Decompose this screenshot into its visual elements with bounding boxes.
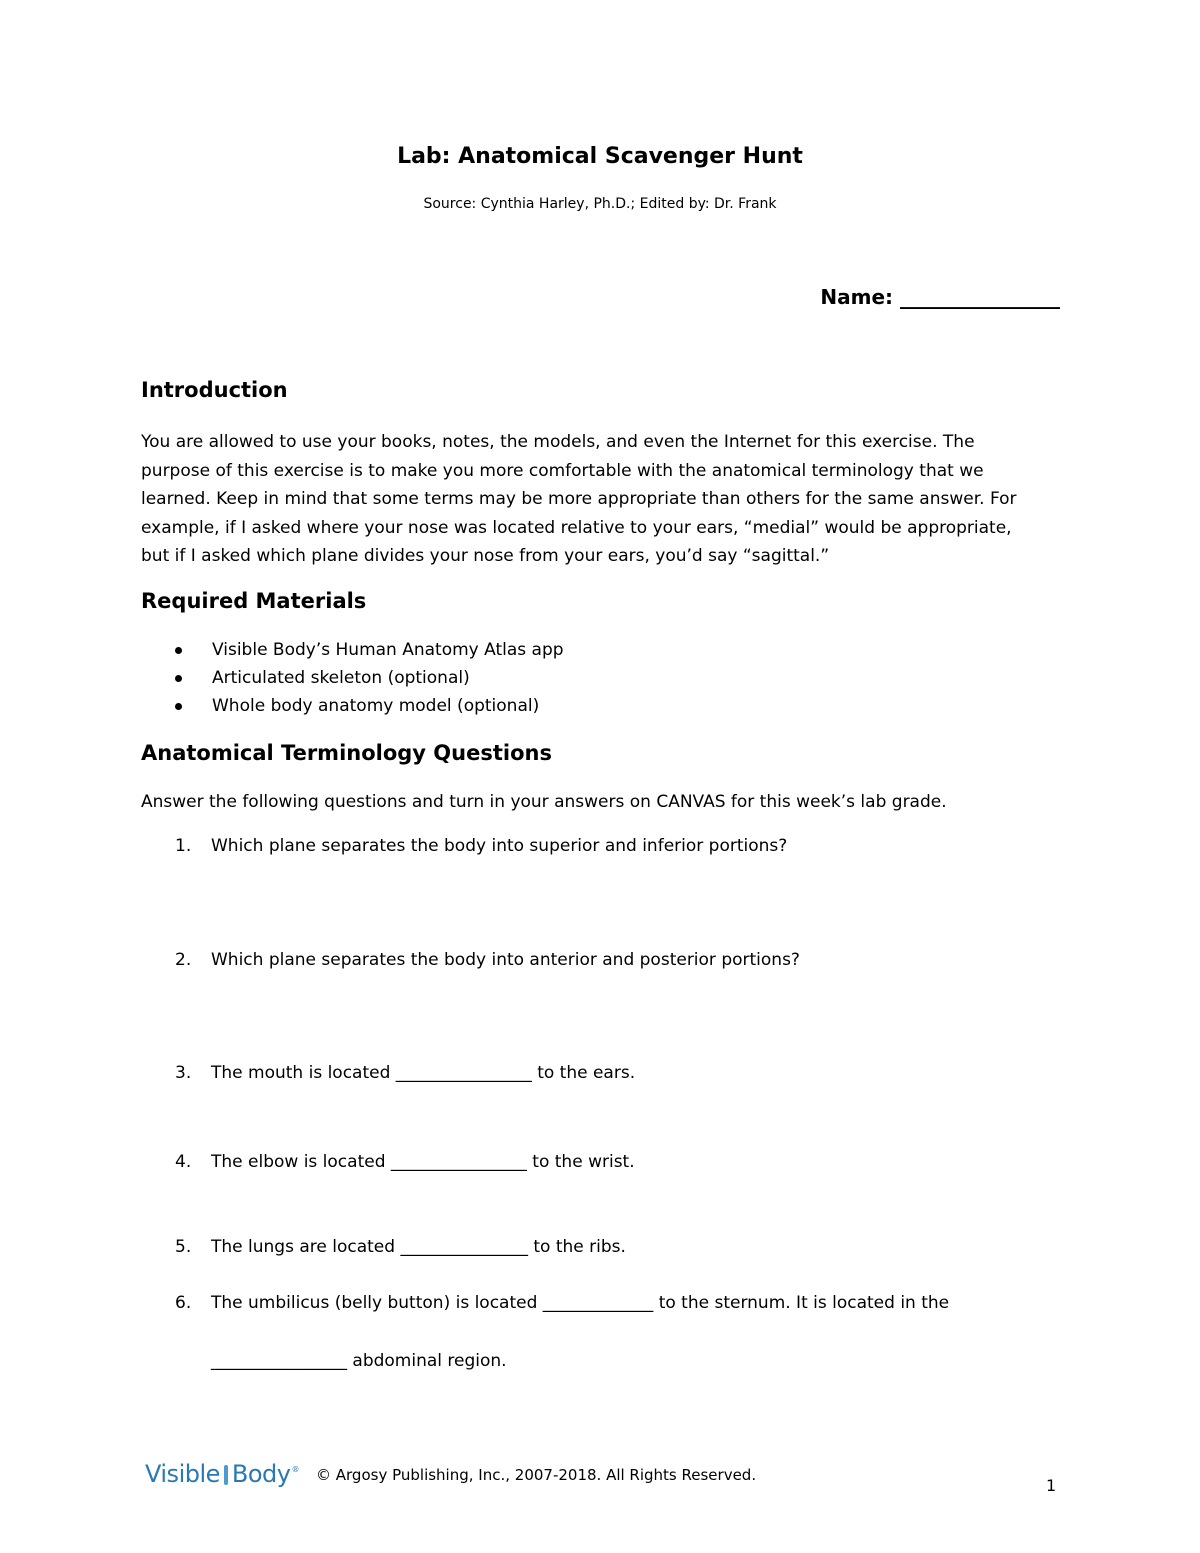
question-item	[175, 1152, 635, 1172]
logo-text-body: Body	[231, 1460, 291, 1488]
materials-item-label: Whole body anatomy model (optional)	[212, 696, 540, 716]
question-text: The mouth is located ________________ to the ears.	[211, 1063, 636, 1083]
bullet-icon	[175, 675, 182, 682]
question-continuation: ________________ abdominal region.	[211, 1351, 507, 1371]
introduction-paragraph	[141, 428, 1071, 571]
materials-item	[175, 668, 470, 688]
question-number: 6.	[175, 1293, 192, 1313]
logo-figure-icon	[224, 1465, 228, 1485]
question-text: Which plane separates the body into anterior and posterior portions?	[211, 950, 800, 970]
question-item	[175, 1237, 626, 1257]
intro-line: but if I asked which plane divides your nose from your ears, you’d say “sagittal.”	[141, 546, 830, 566]
question-text: The elbow is located ________________ to the wrist.	[211, 1152, 635, 1172]
question-text: The umbilicus (belly button) is located _____________ to the sternum. It is located in the	[211, 1293, 950, 1313]
materials-item-label: Articulated skeleton (optional)	[212, 668, 470, 688]
intro-line: purpose of this exercise is to make you more comfortable with the anatomical terminology that we	[141, 460, 984, 481]
question-number: 2.	[175, 950, 192, 970]
question-item	[175, 1063, 635, 1083]
question-number: 4.	[175, 1152, 192, 1172]
materials-heading: Required Materials	[141, 589, 367, 613]
questions-heading: Anatomical Terminology Questions	[141, 741, 552, 765]
materials-item-label: Visible Body’s Human Anatomy Atlas app	[212, 640, 564, 660]
materials-item	[175, 696, 539, 716]
questions-instructions: Answer the following questions and turn in your answers on CANVAS for this week’s lab grade.	[141, 792, 947, 812]
visible-body-logo	[145, 1460, 299, 1488]
question-item	[175, 1293, 949, 1313]
copyright-notice: © Argosy Publishing, Inc., 2007-2018. All Rights Reserved.	[316, 1466, 757, 1484]
document-title: Lab: Anatomical Scavenger Hunt	[397, 144, 803, 169]
question-item	[175, 836, 787, 856]
introduction-heading: Introduction	[141, 378, 288, 402]
materials-item	[175, 640, 564, 660]
intro-line: You are allowed to use your books, notes, the models, and even the Internet for this exercise. The	[141, 432, 975, 452]
document-source: Source: Cynthia Harley, Ph.D.; Edited by: Dr. Frank	[423, 196, 777, 212]
intro-line: learned. Keep in mind that some terms may be more appropriate than others for the same answer. For	[141, 489, 1017, 509]
logo-text-visible: Visible	[145, 1460, 220, 1488]
question-number: 3.	[175, 1063, 192, 1083]
intro-line: example, if I asked where your nose was located relative to your ears, “medial” would be appropriate,	[141, 517, 1012, 538]
bullet-icon	[175, 703, 182, 710]
question-text: The lungs are located _______________ to the ribs.	[211, 1237, 626, 1257]
question-item	[175, 950, 800, 970]
question-number: 1.	[175, 836, 192, 856]
trademark-icon: ®	[291, 1465, 299, 1474]
question-number: 5.	[175, 1237, 192, 1257]
bullet-icon	[175, 647, 182, 654]
name-field: Name: ________________	[820, 285, 1060, 309]
question-text: Which plane separates the body into superior and inferior portions?	[211, 836, 788, 856]
page-number: 1	[1046, 1476, 1057, 1495]
